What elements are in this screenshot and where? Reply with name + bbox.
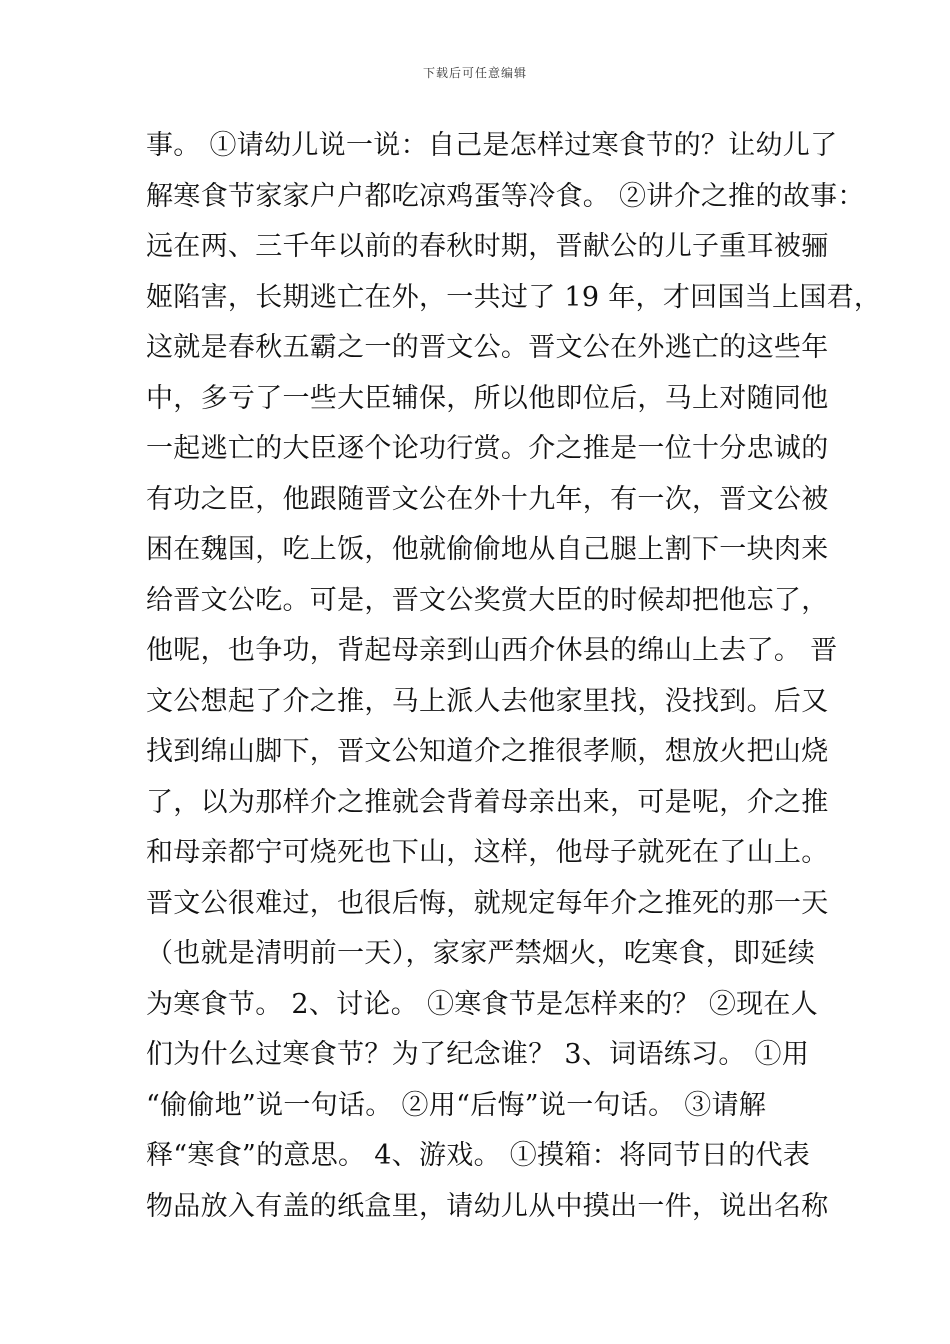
text-line: “偷偷地”说一句话。 ②用“后悔”说一句话。 ③请解 <box>146 1089 767 1121</box>
text-line: 了，以为那样介之推就会背着母亲出来，可是呢，介之推 <box>146 786 829 818</box>
text-line: 姬陷害，长期逃亡在外，一共过了 19 年，才回国当上国君， <box>146 281 882 313</box>
text-line: 这就是春秋五霸之一的晋文公。晋文公在外逃亡的这些年 <box>146 332 829 363</box>
text-line: 远在两、三千年以前的春秋时期，晋献公的儿子重耳被骊 <box>146 231 829 262</box>
text-line: 困在魏国，吃上饭，他就偷偷地从自己腿上割下一块肉来 <box>146 534 829 565</box>
text-line: 他呢，也争功，背起母亲到山西介休县的绵山上去了。 晋 <box>146 635 838 666</box>
text-line: 为寒食节。 2、讨论。 ①寒食节是怎样来的？ ②现在人 <box>146 988 819 1020</box>
text-line: 解寒食节家家户户都吃凉鸡蛋等冷食。 ②讲介之推的故事： <box>146 180 865 212</box>
text-line: 找到绵山脚下，晋文公知道介之推很孝顺，想放火把山烧 <box>146 736 829 767</box>
text-line: 给晋文公吃。可是，晋文公奖赏大臣的时候却把他忘了， <box>146 584 829 616</box>
text-line: 物品放入有盖的纸盒里，请幼儿从中摸出一件，说出名称 <box>146 1190 829 1222</box>
text-line: 和母亲都宁可烧死也下山，这样，他母子就死在了山上。 <box>146 837 829 868</box>
text-line: 一起逃亡的大臣逐个论功行赏。介之推是一位十分忠诚的 <box>146 433 829 464</box>
page-header-note: 下载后可任意编辑 <box>422 66 527 80</box>
text-line: （也就是清明前一天），家家严禁烟火，吃寒食，即延续 <box>146 938 815 969</box>
text-line: 中，多亏了一些大臣辅保，所以他即位后，马上对随同他 <box>146 382 829 414</box>
text-line: 事。 ①请幼儿说一说：自己是怎样过寒食节的？让幼儿了 <box>146 130 838 161</box>
text-line: 释“寒食”的意思。 4、游戏。 ①摸箱：将同节日的代表 <box>146 1140 811 1171</box>
body-text <box>146 121 882 1232</box>
text-line: 文公想起了介之推，马上派人去他家里找，没找到。后又 <box>146 685 829 717</box>
text-line: 有功之臣，他跟随晋文公在外十九年，有一次，晋文公被 <box>146 483 829 515</box>
text-line: 晋文公很难过，也很后悔，就规定每年介之推死的那一天 <box>146 887 829 919</box>
text-line: 们为什么过寒食节？为了纪念谁？ 3、词语练习。 ①用 <box>146 1039 810 1070</box>
